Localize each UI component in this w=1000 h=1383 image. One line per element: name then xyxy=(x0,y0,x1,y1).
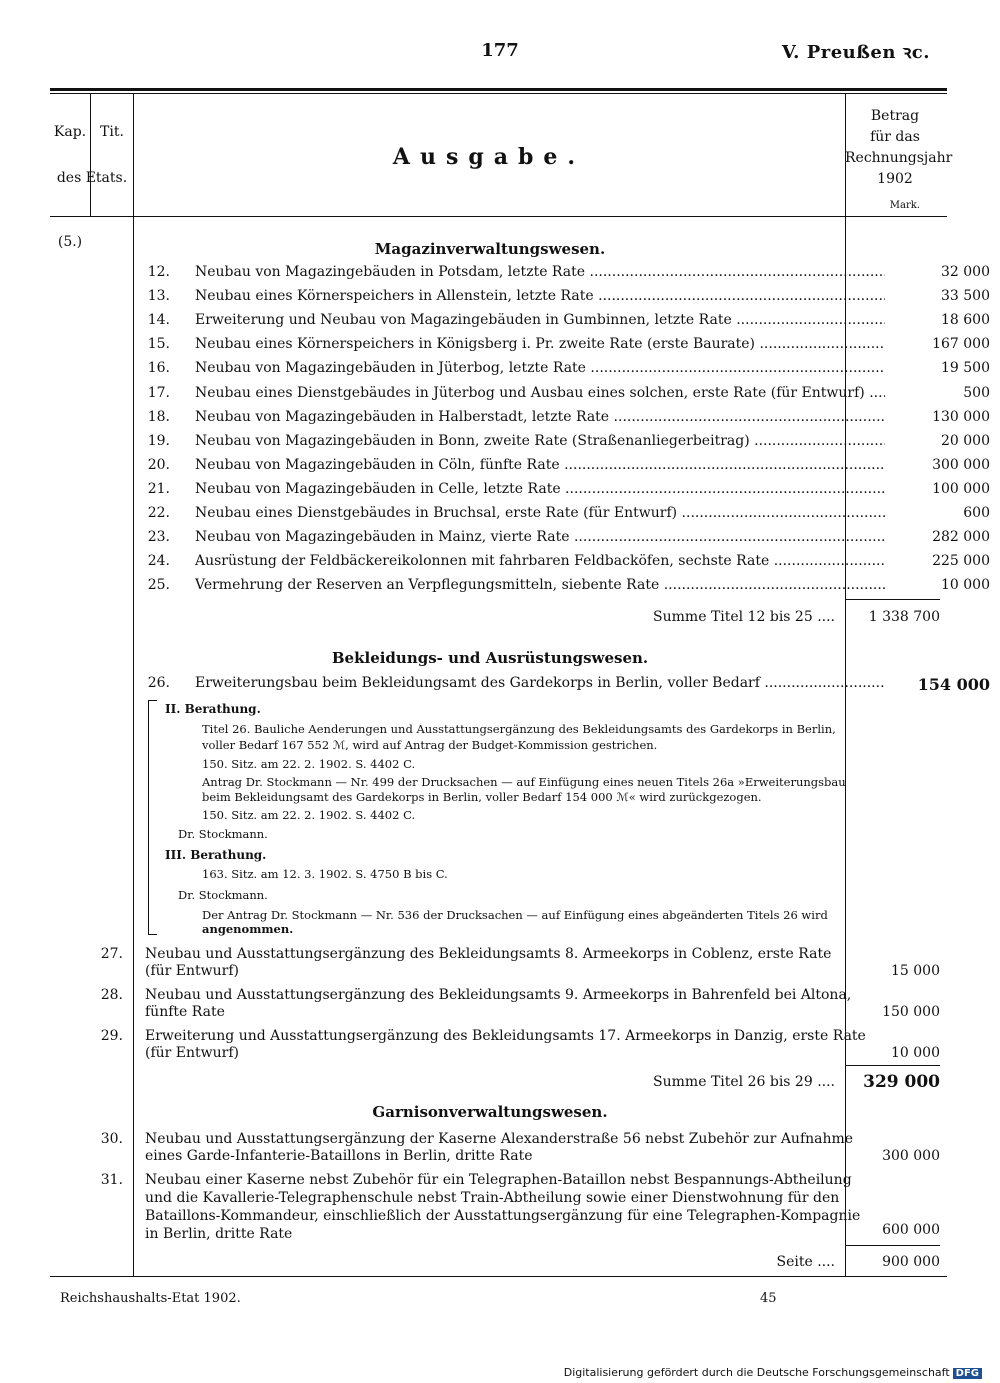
row-description-line: eines Garde-Infanterie-Bataillons in Berlin, dritte Rate xyxy=(145,1148,533,1164)
row-title-number: 29. xyxy=(100,1028,123,1044)
row-title-number: 31. xyxy=(100,1172,123,1188)
header-kap: Kap. xyxy=(53,124,87,140)
header-betrag-line: Betrag xyxy=(870,108,920,124)
row-amount: 282 000 xyxy=(932,529,990,546)
row-amount: 10 000 xyxy=(941,577,990,594)
row-description: Neubau von Magazingebäuden in Bonn, zweite Rate (Straßenanliegerbeitrag) ..... xyxy=(195,433,885,449)
row-description: Neubau von Magazingebäuden in Jüterbog, letzte Rate ..... xyxy=(195,360,885,376)
header-betrag xyxy=(845,106,953,190)
row-description: Erweiterung und Neubau von Magazingebäuden in Gumbinnen, letzte Rate ..... xyxy=(195,312,885,328)
header-mark: Mark. xyxy=(889,200,920,211)
header-betrag-line: für das xyxy=(870,129,920,145)
table-title: Ausgabe. xyxy=(392,144,586,170)
table-row xyxy=(50,312,990,336)
header-betrag-line: 1902 xyxy=(877,171,913,187)
row-amount: 300 000 xyxy=(882,1148,940,1164)
table-row xyxy=(50,336,990,360)
row-description-line: Neubau und Ausstattungsergänzung des Bekleidungsamts 8. Armeekorps in Coblenz, erste Rate xyxy=(145,946,832,962)
row-amount: 600 xyxy=(963,505,990,521)
row-amount: 150 000 xyxy=(882,1004,940,1020)
table-row xyxy=(50,360,990,384)
row-title-number: 21. xyxy=(147,480,170,497)
note-heading-text: II. Berathung. xyxy=(165,702,261,716)
row-amount: 15 000 xyxy=(891,963,940,979)
table-row xyxy=(50,553,990,577)
row-amount: 32 000 xyxy=(941,264,990,280)
note-line: beim Bekleidungsamt des Gardekorps in Berlin, voller Bedarf 154 000 ℳ« wird zurückgezogen. xyxy=(202,790,762,804)
row-title-number: 22. xyxy=(147,505,170,521)
row-description: Neubau eines Dienstgebäudes in Bruchsal, erste Rate (für Entwurf) ..... xyxy=(195,505,885,521)
header-tit: Tit. xyxy=(100,124,124,140)
row-amount: 33 500 xyxy=(941,288,990,305)
row-description: Neubau von Magazingebäuden in Cöln, fünfte Rate ..... xyxy=(195,457,885,473)
row-description: Neubau von Magazingebäuden in Mainz, vierte Rate ..... xyxy=(195,529,885,545)
row-title-number: 17. xyxy=(147,384,170,401)
row-title-number: 15. xyxy=(147,336,170,353)
row-amount: 18 600 xyxy=(941,312,990,329)
header-betrag-line: Rechnungsjahr xyxy=(845,150,953,166)
section-heading-garnison: Garnisonverwaltungswesen. xyxy=(372,1103,608,1121)
note-line: Antrag Dr. Stockmann — Nr. 499 der Drucksachen — auf Einfügung eines neuen Titels 26a »Erweiterungsbau xyxy=(202,775,846,789)
row-description-line: und die Kavallerie-Telegraphenschule nebst Train-Abtheilung sowie einer Dienstwohnung für den xyxy=(145,1190,840,1206)
col-divider-kap xyxy=(90,94,91,216)
note-heading-text: III. Berathung. xyxy=(165,848,267,862)
row-description-line: Erweiterung und Ausstattungsergänzung des Bekleidungsamts 17. Armeekorps in Danzig, erste Rate xyxy=(145,1028,866,1044)
row-title-number: 13. xyxy=(147,288,170,305)
table-row xyxy=(50,288,990,312)
row-description: Neubau eines Dienstgebäudes in Jüterbog und Ausbau eines solchen, erste Rate (für Entwurf) ..... xyxy=(195,385,885,401)
row-description: Ausrüstung der Feldbäckereikolonnen mit fahrbaren Feldbacköfen, sechste Rate ..... xyxy=(195,553,885,569)
table-row xyxy=(50,675,990,699)
section-heading-magazin: Magazinverwaltungswesen. xyxy=(374,240,606,258)
row-description-line: in Berlin, dritte Rate xyxy=(145,1226,293,1242)
note-line: Der Antrag Dr. Stockmann — Nr. 536 der Drucksachen — auf Einfügung eines abgeänderten Titels 26 wird xyxy=(202,908,828,922)
footer-left: Reichshaushalts-Etat 1902. xyxy=(60,1291,241,1306)
running-head: V. Preußen ꝛc. xyxy=(781,42,930,63)
row-description: Neubau von Magazingebäuden in Celle, letzte Rate ..... xyxy=(195,481,885,497)
row-amount: 20 000 xyxy=(941,432,990,449)
row-amount: 10 000 xyxy=(891,1045,940,1061)
table-row xyxy=(50,529,990,553)
sum-rule-bekleidung xyxy=(845,1065,940,1066)
kap-value: (5.) xyxy=(57,234,83,250)
sum-rule-magazin xyxy=(845,599,940,600)
page-number: 177 xyxy=(481,40,519,61)
table-row xyxy=(50,480,990,505)
section-heading-bekleidung: Bekleidungs- und Ausrüstungswesen. xyxy=(331,649,649,667)
sum-amount-magazin: 1 338 700 xyxy=(868,609,940,625)
row-title-number: 24. xyxy=(147,553,170,570)
row-description: Neubau von Magazingebäuden in Halberstadt, letzte Rate ..... xyxy=(195,409,885,425)
row-description: Neubau von Magazingebäuden in Potsdam, letzte Rate ..... xyxy=(195,264,885,280)
row-description: Neubau eines Körnerspeichers in Allenstein, letzte Rate ..... xyxy=(195,288,885,304)
sum-label-bekleidung: Summe Titel 26 bis 29 .... xyxy=(653,1074,835,1090)
row-description-line: (für Entwurf) xyxy=(145,1045,240,1061)
row-title-number: 19. xyxy=(147,432,170,449)
row-description: Vermehrung der Reserven an Verpflegungsmitteln, siebente Rate ..... xyxy=(195,577,885,593)
header-bottom-rule xyxy=(50,216,947,217)
row-amount: 225 000 xyxy=(932,553,990,570)
footer-page: 45 xyxy=(760,1291,777,1306)
note-line: 163. Sitz. am 12. 3. 1902. S. 4750 B bis C. xyxy=(202,867,448,881)
row-amount: 154 000 xyxy=(917,675,990,694)
row-description-line: fünfte Rate xyxy=(145,1004,225,1020)
notes-bracket xyxy=(148,700,157,935)
table-row xyxy=(50,505,990,529)
row-description-line: Neubau einer Kaserne nebst Zubehör für ein Telegraphen-Bataillon nebst Bespannungs-Abtheilung xyxy=(145,1172,852,1188)
row-title-number: 12. xyxy=(147,264,170,280)
row-description: Erweiterungsbau beim Bekleidungsamt des Gardekorps in Berlin, voller Bedarf ..... xyxy=(195,675,885,691)
row-description-line: Neubau und Ausstattungsergänzung des Bekleidungsamts 9. Armeekorps in Bahrenfeld bei Altona, xyxy=(145,987,852,1003)
row-description-line: Bataillons-Kommandeur, einschließlich der Ausstattungsergänzung für eine Telegraphen-Kompagnie xyxy=(145,1208,861,1224)
row-amount: 19 500 xyxy=(941,360,990,377)
bottom-rule xyxy=(50,1276,947,1277)
table-row xyxy=(50,456,990,481)
dfg-credit xyxy=(564,1366,982,1379)
sum-label-magazin: Summe Titel 12 bis 25 .... xyxy=(653,609,835,625)
row-title-number: 20. xyxy=(147,456,170,473)
row-amount: 130 000 xyxy=(932,408,990,425)
note-line: 150. Sitz. am 22. 2. 1902. S. 4402 C. xyxy=(202,808,416,822)
row-title-number: 28. xyxy=(100,987,123,1003)
row-title-number: 16. xyxy=(147,360,170,377)
sum-amount-bekleidung: 329 000 xyxy=(863,1072,940,1092)
seite-amount: 900 000 xyxy=(882,1254,940,1270)
top-rule-thin xyxy=(50,93,947,94)
header-des-etats: des Etats. xyxy=(56,170,128,186)
row-description-line: (für Entwurf) xyxy=(145,963,240,979)
note-line: Titel 26. Bauliche Aenderungen und Ausstattungsergänzung des Bekleidungsamts des Gardekorps in Berlin, xyxy=(202,722,836,736)
note-line: angenommen. xyxy=(202,922,294,936)
table-row xyxy=(50,408,990,433)
row-title-number: 18. xyxy=(147,408,170,425)
table-row xyxy=(50,384,990,409)
table-row xyxy=(50,577,990,601)
dfg-credit-text: Digitalisierung gefördert durch die Deutsche Forschungsgemeinschaft xyxy=(563,1366,950,1379)
note-line: voller Bedarf 167 552 ℳ, wird auf Antrag der Budget-Kommission gestrichen. xyxy=(202,738,658,752)
row-title-number: 25. xyxy=(147,577,170,594)
row-title-number: 30. xyxy=(100,1131,123,1147)
dfg-logo: DFG xyxy=(953,1368,982,1379)
sum-rule-seite xyxy=(845,1245,940,1246)
note-line: Dr. Stockmann. xyxy=(178,827,268,841)
table-row xyxy=(50,432,990,457)
row-amount: 500 xyxy=(963,384,990,401)
note-line: 150. Sitz. am 22. 2. 1902. S. 4402 C. xyxy=(202,757,416,771)
row-amount: 600 000 xyxy=(882,1222,940,1238)
note-line: Dr. Stockmann. xyxy=(178,888,268,902)
note-ii-heading xyxy=(165,702,261,716)
row-title-number: 26. xyxy=(147,675,170,691)
top-rule xyxy=(50,88,947,91)
row-title-number: 14. xyxy=(147,312,170,329)
row-description-line: Neubau und Ausstattungsergänzung der Kaserne Alexanderstraße 56 nebst Zubehör zur Aufnahme xyxy=(145,1131,854,1147)
row-amount: 300 000 xyxy=(932,456,990,473)
row-amount: 167 000 xyxy=(932,336,990,353)
row-title-number: 23. xyxy=(147,529,170,546)
table-row xyxy=(50,264,990,288)
row-title-number: 27. xyxy=(100,946,123,962)
seite-label: Seite .... xyxy=(776,1254,835,1270)
row-amount: 100 000 xyxy=(932,480,990,497)
row-description: Neubau eines Körnerspeichers in Königsberg i. Pr. zweite Rate (erste Baurate) ..... xyxy=(195,336,885,352)
note-iii-heading xyxy=(165,848,266,862)
